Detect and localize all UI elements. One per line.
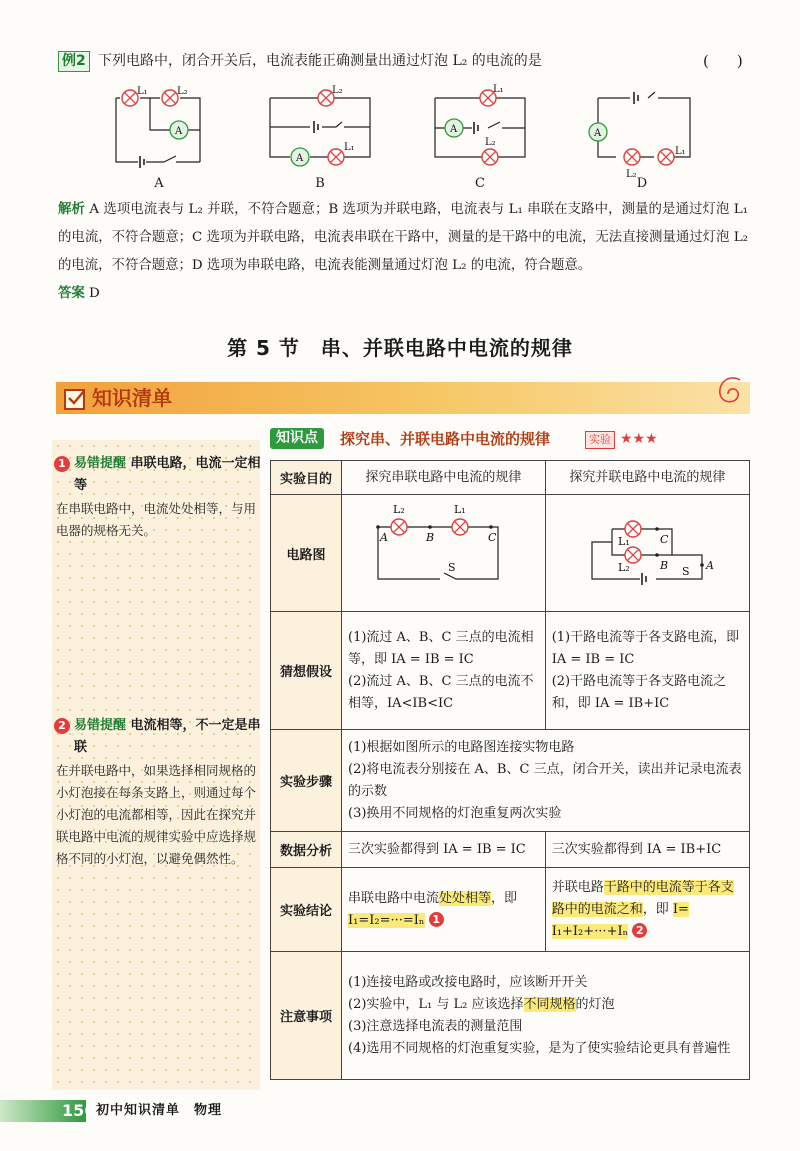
page-number: 156 [62, 1101, 96, 1120]
purpose-parallel: 探究并联电路中电流的规律 [545, 461, 749, 495]
parallel-point-c: C [659, 533, 669, 546]
example-label: 例2 [58, 51, 90, 72]
conclusion-series-pre: 串联电路中电流 [348, 890, 440, 906]
conclusion-parallel-highlight: 干路中的电流等于各支路中的电流之和 [551, 879, 734, 917]
conclusion-parallel-mid: ，即 [642, 901, 669, 917]
answer-parentheses: () [703, 52, 771, 70]
conclusion-parallel [545, 868, 749, 952]
swirl-icon [712, 374, 746, 408]
parallel-switch-label: S [681, 565, 690, 578]
circuit-a-bulb-l2 [162, 90, 178, 106]
diagram-series-cell [342, 495, 546, 612]
experiment-table [270, 460, 750, 1080]
knowledge-point-badge: 知识点 [270, 428, 324, 449]
conclusion-parallel-formula: I= I₁+I₂+···+Iₙ [551, 901, 689, 939]
tip-2-number: 2 [54, 718, 70, 734]
tip-1-title: 串联电路，电流一定相等 [74, 456, 261, 493]
table-row-steps [271, 730, 750, 832]
series-circuit-diagram [348, 499, 538, 599]
table-row-hypothesis [271, 612, 750, 730]
note-2-pre: (2)实验中，L₁ 与 L₂ 应该选择 [348, 996, 524, 1012]
row-header-hypothesis: 猜想假设 [271, 612, 342, 730]
tip-2-label: 易错提醒 [74, 718, 127, 733]
circuit-b-caption: B [315, 176, 325, 191]
circuit-c-l2-label: L₂ [485, 137, 496, 148]
answer-line [58, 280, 748, 308]
series-point-b: B [426, 531, 435, 544]
experiment-tag: 实验 [585, 431, 615, 449]
row-header-diagram: 电路图 [271, 495, 342, 612]
circuit-b-bulb-l1 [328, 149, 344, 165]
tip-2-body: 在并联电路中，如果选择相同规格的小灯泡接在每条支路上，则通过每个小灯泡的电流都相等，因此在探究并联电路中电流的规律实验中应选择规格不同的小灯泡，以避免偶然性。 [56, 763, 257, 866]
circuit-c-bulb-l2 [482, 149, 498, 165]
row-header-analysis: 数据分析 [271, 832, 342, 868]
note-3: (3)注意选择电流表的测量范围 [348, 1018, 523, 1034]
conclusion-series [342, 868, 546, 952]
row-header-purpose: 实验目的 [271, 461, 342, 495]
circuit-a-l1-label: L₁ [137, 86, 148, 97]
parallel-l2-label: L₂ [617, 561, 630, 574]
tip-1-body: 在串联电路中，电流处处相等，与用电器的规格无关。 [56, 501, 257, 538]
circuit-b-ammeter-label: A [296, 153, 304, 164]
note-2-post: 的灯泡 [575, 996, 615, 1012]
answer-label: 答案 [58, 286, 85, 301]
tip-2-heading [74, 715, 264, 759]
tip-ref-1: 1 [429, 912, 444, 927]
series-point-c: C [488, 531, 497, 544]
row-header-conclusion: 实验结论 [271, 868, 342, 952]
parallel-circuit-diagram [552, 499, 742, 599]
diagram-parallel-cell [545, 495, 749, 612]
circuit-c-l1-label: L₁ [493, 84, 504, 95]
tip-1-heading [74, 453, 264, 497]
note-4: (4)选用不同规格的灯泡重复实验，是为了使实验结论更具有普遍性 [348, 1040, 731, 1056]
analysis-series: 三次实验都得到 IA = IB = IC [342, 832, 546, 868]
analysis-label: 解析 [58, 202, 85, 217]
table-row-diagram [271, 495, 750, 612]
parallel-point-b: B [659, 559, 668, 572]
section-title: 第 5 节 串、并联电路中电流的规律 [227, 336, 573, 360]
circuit-b-l2-label: L₂ [332, 85, 343, 96]
circuit-a-ammeter-label: A [175, 126, 183, 137]
circuit-d-bulb-l2 [624, 149, 640, 165]
series-l2-label: L₂ [393, 503, 405, 516]
row-header-steps: 实验步骤 [271, 730, 342, 832]
conclusion-series-mid: ，即 [491, 890, 518, 906]
hypothesis-parallel: (1)干路电流等于各支路电流，即 IA = IB = IC (2)干路电流等于各支路电流之和，即 IA = IB+IC [545, 612, 749, 730]
knowledge-point-title: 探究串、并联电路中电流的规律 [340, 430, 551, 448]
parallel-l1-label: L₁ [617, 535, 630, 548]
circuit-b-l1-label: L₁ [344, 142, 355, 153]
table-row-notes [271, 952, 750, 1080]
note-2-highlight: 不同规格 [523, 996, 576, 1012]
circuit-a-l2-label: L₂ [177, 86, 188, 97]
parallel-point-a: A [705, 559, 714, 572]
series-switch-label: S [448, 561, 456, 574]
footer-text: 初中知识清单 物理 [96, 1103, 223, 1118]
circuit-a-caption: A [154, 176, 164, 191]
analysis-parallel: 三次实验都得到 IA = IB+IC [545, 832, 749, 868]
series-l1-label: L₁ [454, 503, 466, 516]
tip-ref-2: 2 [632, 923, 647, 938]
conclusion-series-highlight: 处处相等 [439, 890, 492, 906]
circuit-d-caption: D [636, 176, 648, 191]
tip-2-title: 电流相等，不一定是串联 [74, 718, 261, 755]
table-row-purpose [271, 461, 750, 495]
circuit-b-wires [270, 98, 370, 157]
circuit-c-ammeter-label: A [450, 124, 458, 135]
analysis-text: A 选项电流表与 L₂ 并联，不符合题意；B 选项为并联电路，电流表与 L₁ 串联在支路中，测量的是通过灯泡 L₁ 的电流，不符合题意；C 选项为并联电路，电流表串联在干路中，测量的是干路中的电流，无法直接测量通过灯泡 L₂ 的电流，不符合题意；D 选项为串联电路，电流表能测量通过灯泡 L₂ 的电流，符合题意。 [58, 202, 749, 273]
conclusion-parallel-pre: 并联电路 [551, 879, 604, 895]
notes-cell [342, 952, 750, 1080]
circuit-d-bulb-l1 [658, 149, 674, 165]
circuit-d-l1-label: L₁ [675, 146, 686, 157]
experiment-steps: (1)根据如图所示的电路图连接实物电路 (2)将电流表分别接在 A、B、C 三点，闭合开关，读出并记录电流表的示数 (3)换用不同规格的灯泡重复两次实验 [342, 730, 750, 832]
importance-stars: ★★★ [620, 431, 658, 447]
answer-value: D [89, 286, 100, 301]
hypothesis-series: (1)流过 A、B、C 三点的电流相等，即 IA = IB = IC (2)流过 A、B、C 三点的电流不相等，IA<IB<IC [342, 612, 546, 730]
circuit-d-ammeter-label: A [594, 128, 602, 139]
row-header-notes: 注意事项 [271, 952, 342, 1080]
banner-title: 知识清单 [92, 386, 172, 410]
check-icon [66, 388, 86, 408]
table-row-analysis [271, 832, 750, 868]
circuit-d-l2-label: L₂ [626, 169, 637, 180]
circuit-a-bulb-l1 [122, 90, 138, 106]
table-row-conclusion [271, 868, 750, 952]
note-2 [348, 994, 743, 1016]
tip-1-number: 1 [54, 456, 70, 472]
purpose-series: 探究串联电路中电流的规律 [342, 461, 546, 495]
series-point-a: A [380, 531, 388, 544]
analysis-paragraph [58, 196, 748, 280]
example-question: 下列电路中，闭合开关后，电流表能正确测量出通过灯泡 L₂ 的电流的是 [98, 53, 542, 69]
conclusion-series-formula: I₁=I₂=···=Iₙ [348, 912, 425, 928]
tip-1-label: 易错提醒 [74, 456, 127, 471]
note-1: (1)连接电路或改接电路时，应该断开开关 [348, 974, 588, 990]
circuit-c-caption: C [475, 176, 485, 191]
